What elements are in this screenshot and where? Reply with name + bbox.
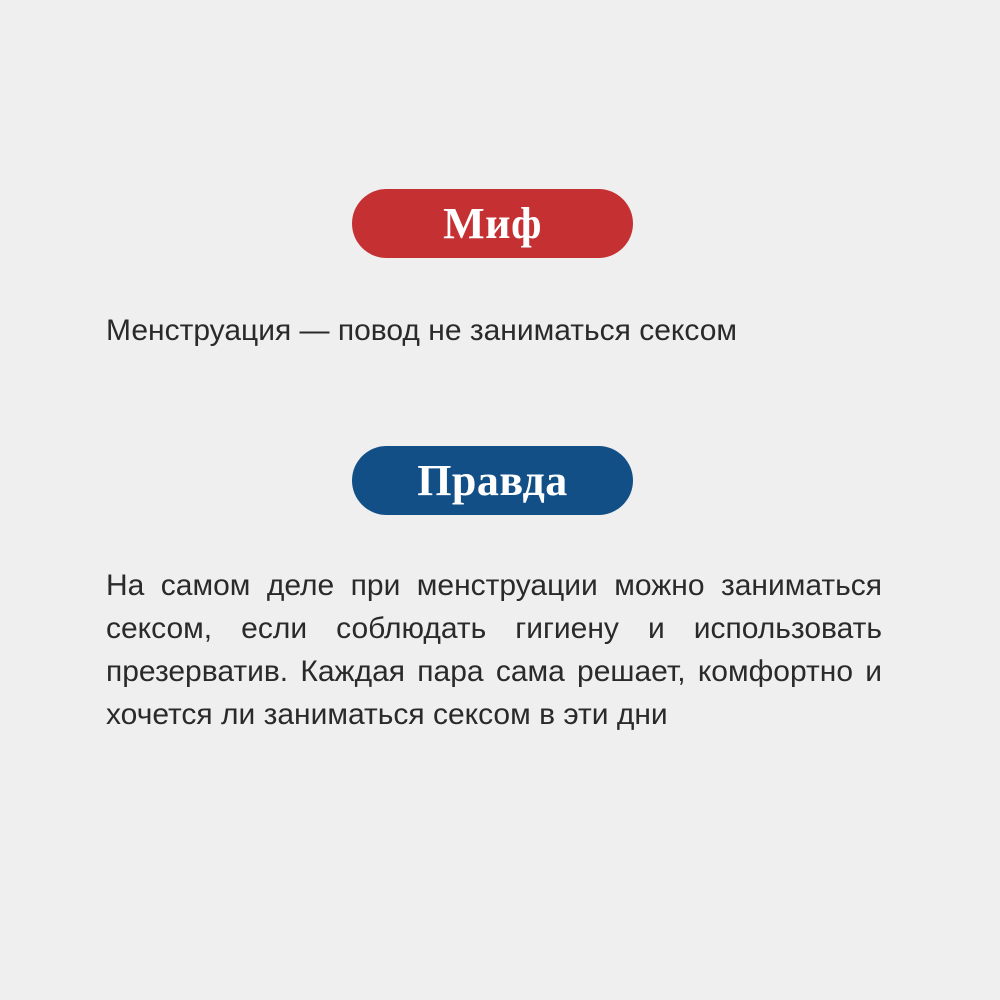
truth-badge: Правда [352, 446, 633, 515]
truth-statement: На самом деле при менструации можно заниматься сексом, если соблюдать гигиену и использовать презерватив. Каждая пара сама решает, комфортно и хочется ли заниматься сексом в эти дни [106, 569, 882, 731]
myth-statement: Менструация — повод не заниматься сексом [106, 314, 738, 347]
myth-badge: Миф [352, 189, 633, 258]
